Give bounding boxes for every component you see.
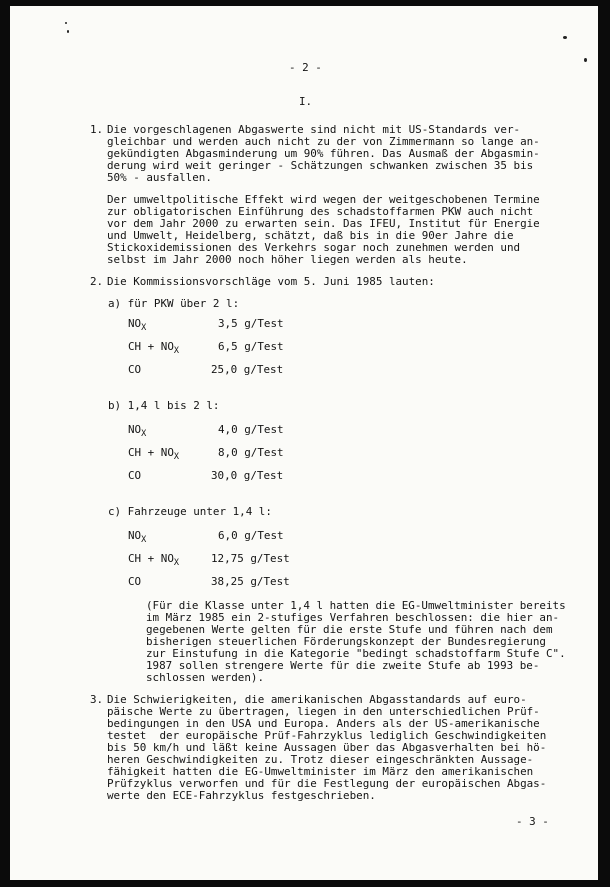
document-page [10, 6, 598, 880]
body-line: derung wird weit geringer - Schätzungen schwanken zwischen 35 bis [107, 159, 534, 172]
body-line: Der umweltpolitische Effekt wird wegen der weitgeschobenen Termine [107, 193, 540, 206]
pollutant-name: $NO_X$ [128, 529, 147, 545]
group-label: c) Fahrzeuge unter 1,4 l: [108, 505, 272, 518]
body-line: päische Werte zu übertragen, liegen in den unterschiedlichen Prüf- [107, 705, 540, 718]
body-line: und Umwelt, Heidelberg, schätzt, daß bis in die 90er Jahre die [107, 229, 514, 242]
limit-value: 6,5 g/Test [218, 340, 284, 353]
section-heading: I. [299, 95, 313, 108]
body-line: Die Schwierigkeiten, die amerikanischen Abgasstandards auf euro- [107, 693, 527, 706]
group-label: b) 1,4 l bis 2 l: [108, 399, 220, 412]
body-line: Prüfzyklus verworfen und für die Festlegung der europäischen Abgas- [107, 777, 547, 790]
item-number: 3. [90, 693, 104, 706]
body-line: 50% - ausfallen. [107, 171, 212, 184]
note-line: schlossen werden). [146, 671, 265, 684]
body-line: bedingungen in den USA und Europa. Anders als der US-amerikanische [107, 717, 540, 730]
limit-value: 12,75 g/Test [211, 552, 290, 565]
pollutant-name: CH + $NO_X$ [128, 340, 180, 356]
page-number: - 2 - [289, 61, 322, 74]
note-line: 1987 sollen strengere Werte für die zweite Stufe ab 1993 be- [146, 659, 540, 672]
note-line: (Für die Klasse unter 1,4 l hatten die EG-Umweltminister bereits [146, 599, 566, 612]
limit-value: 25,0 g/Test [211, 363, 284, 376]
scan-speck [67, 30, 69, 33]
pollutant-name: CO [128, 575, 142, 588]
note-line: zur Einstufung in die Kategorie "bedingt schadstoffarm Stufe C". [146, 647, 566, 660]
body-line: Stickoxidemissionen des Verkehrs sogar noch zunehmen werden und [107, 241, 521, 254]
item-number: 1. [90, 123, 104, 136]
pollutant-name: CO [128, 363, 142, 376]
group-label: a) für PKW über 2 l: [108, 297, 240, 310]
body-line: bis 50 km/h und läßt keine Aussagen über das Abgasverhalten bei hö- [107, 741, 547, 754]
pollutant-name: CH + $NO_X$ [128, 552, 180, 568]
limit-value: 30,0 g/Test [211, 469, 284, 482]
body-line: testet der europäische Prüf-Fahrzyklus lediglich Geschwindigkeiten [107, 729, 547, 742]
item-intro: Die Kommissionsvorschläge vom 5. Juni 1985 lauten: [107, 275, 435, 288]
body-line: fähigkeit hatten die EG-Umweltminister im März den amerikanischen [107, 765, 534, 778]
limit-value: 8,0 g/Test [218, 446, 284, 459]
body-line: zur obligatorischen Einführung des schadstoffarmen PKW auch nicht [107, 205, 534, 218]
limit-value: 3,5 g/Test [218, 317, 284, 330]
limit-value: 6,0 g/Test [218, 529, 284, 542]
pollutant-name: $NO_X$ [128, 317, 147, 333]
next-page-marker: - 3 - [516, 815, 549, 828]
note-line: bisherigen steuerlichen Förderungskonzept der Bundesregierung [146, 635, 546, 648]
pollutant-name: $NO_X$ [128, 423, 147, 439]
pollutant-name: CH + $NO_X$ [128, 446, 180, 462]
scan-speck [563, 36, 567, 39]
body-line: vor dem Jahr 2000 zu erwarten sein. Das IFEU, Institut für Energie [107, 217, 540, 230]
body-line: Die vorgeschlagenen Abgaswerte sind nicht mit US-Standards ver- [107, 123, 521, 136]
scan-speck [584, 58, 587, 62]
body-line: werte den ECE-Fahrzyklus festgeschrieben. [107, 789, 376, 802]
body-line: heren Geschwindigkeiten zu. Trotz dieser eingeschränkten Aussage- [107, 753, 534, 766]
note-line: gegebenen Werte gelten für die erste Stufe und führen nach dem [146, 623, 553, 636]
body-line: selbst im Jahr 2000 noch höher liegen werden als heute. [107, 253, 468, 266]
limit-value: 4,0 g/Test [218, 423, 284, 436]
item-number: 2. [90, 275, 104, 288]
limit-value: 38,25 g/Test [211, 575, 290, 588]
pollutant-name: CO [128, 469, 142, 482]
scan-speck [65, 22, 67, 24]
note-line: im März 1985 ein 2-stufiges Verfahren beschlossen: die hier an- [146, 611, 560, 624]
body-line: gleichbar und werden auch nicht zu der von Zimmermann so lange an- [107, 135, 540, 148]
body-line: gekündigten Abgasminderung um 90% führen. Das Ausmaß der Abgasmin- [107, 147, 540, 160]
